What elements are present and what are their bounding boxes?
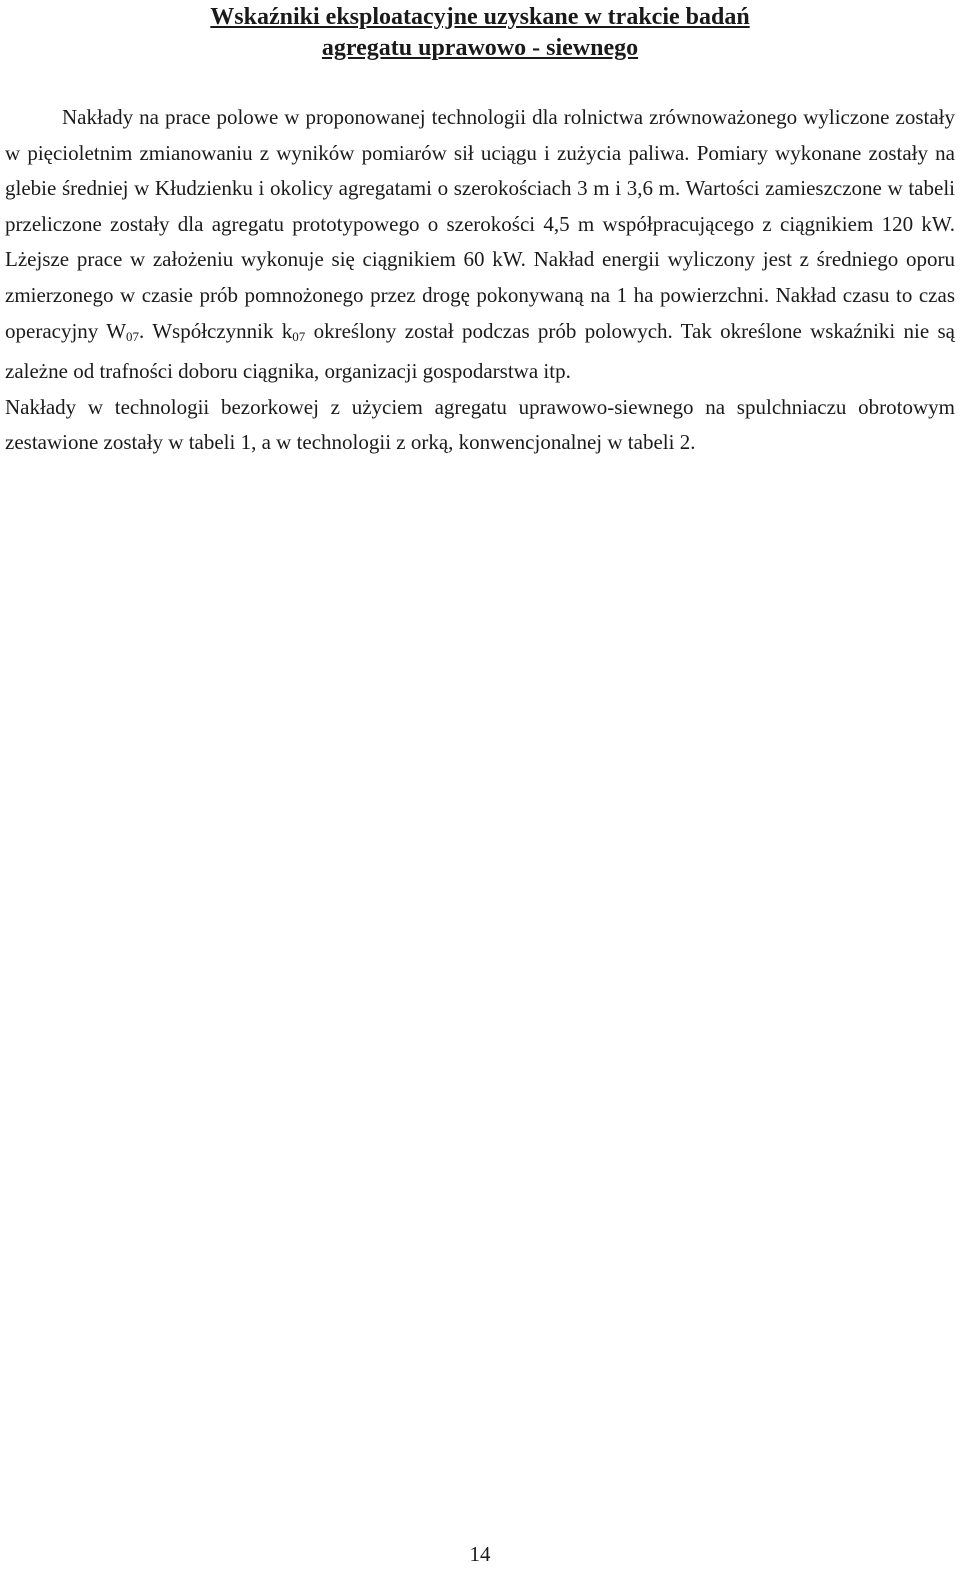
document-body <box>5 100 955 461</box>
page-number: 14 <box>469 1542 491 1566</box>
paragraph-1-part-1: Nakłady na prace polowe w proponowanej technologii dla rolnictwa zrównoważonego wyliczone zostały w pięcioletnim zmianowaniu z wyników pomiarów sił uciągu i zużycia paliwa. Pomiary wykonane zostały na glebie średniej w Kłudzienku i okolicy agregatami o szerokościach 3 m i 3,6 m. Wartości zamieszczone w tabeli przeliczone zostały dla agregatu prototypowego o szerokości 4,5 m współpracującego z ciągnikiem 120 kW. Lżejsze prace w założeniu wykonuje się ciągnikiem 60 kW. Nakład energii wyliczony jest z średniego oporu zmierzonego w czasie prób pomnożonego przez drogę pokonywaną na 1 ha powierzchni. Nakład czasu to czas operacyjny W <box>5 105 955 343</box>
subscript-k07: 07 <box>292 328 306 344</box>
paragraph-1-part-3: określony został podczas prób polowych. Tak określone wskaźniki nie są zależne od trafności doboru ciągnika, organizacji gospodarstwa itp. <box>5 318 955 384</box>
subscript-w07: 07 <box>126 328 140 344</box>
paragraph-1 <box>5 100 955 390</box>
document-title-line-2: agregatu uprawowo - siewnego <box>321 35 639 61</box>
document-title-line-1: Wskaźniki eksploatacyjne uzyskane w trakcie badań <box>210 4 750 30</box>
paragraph-2: Nakłady w technologii bezorkowej z użyciem agregatu uprawowo-siewnego na spulchniaczu obrotowym zestawione zostały w tabeli 1, a w technologii z orką, konwencjonalnej w tabeli 2. <box>5 394 955 455</box>
paragraph-1-part-2: . Współczynnik k <box>139 318 293 343</box>
